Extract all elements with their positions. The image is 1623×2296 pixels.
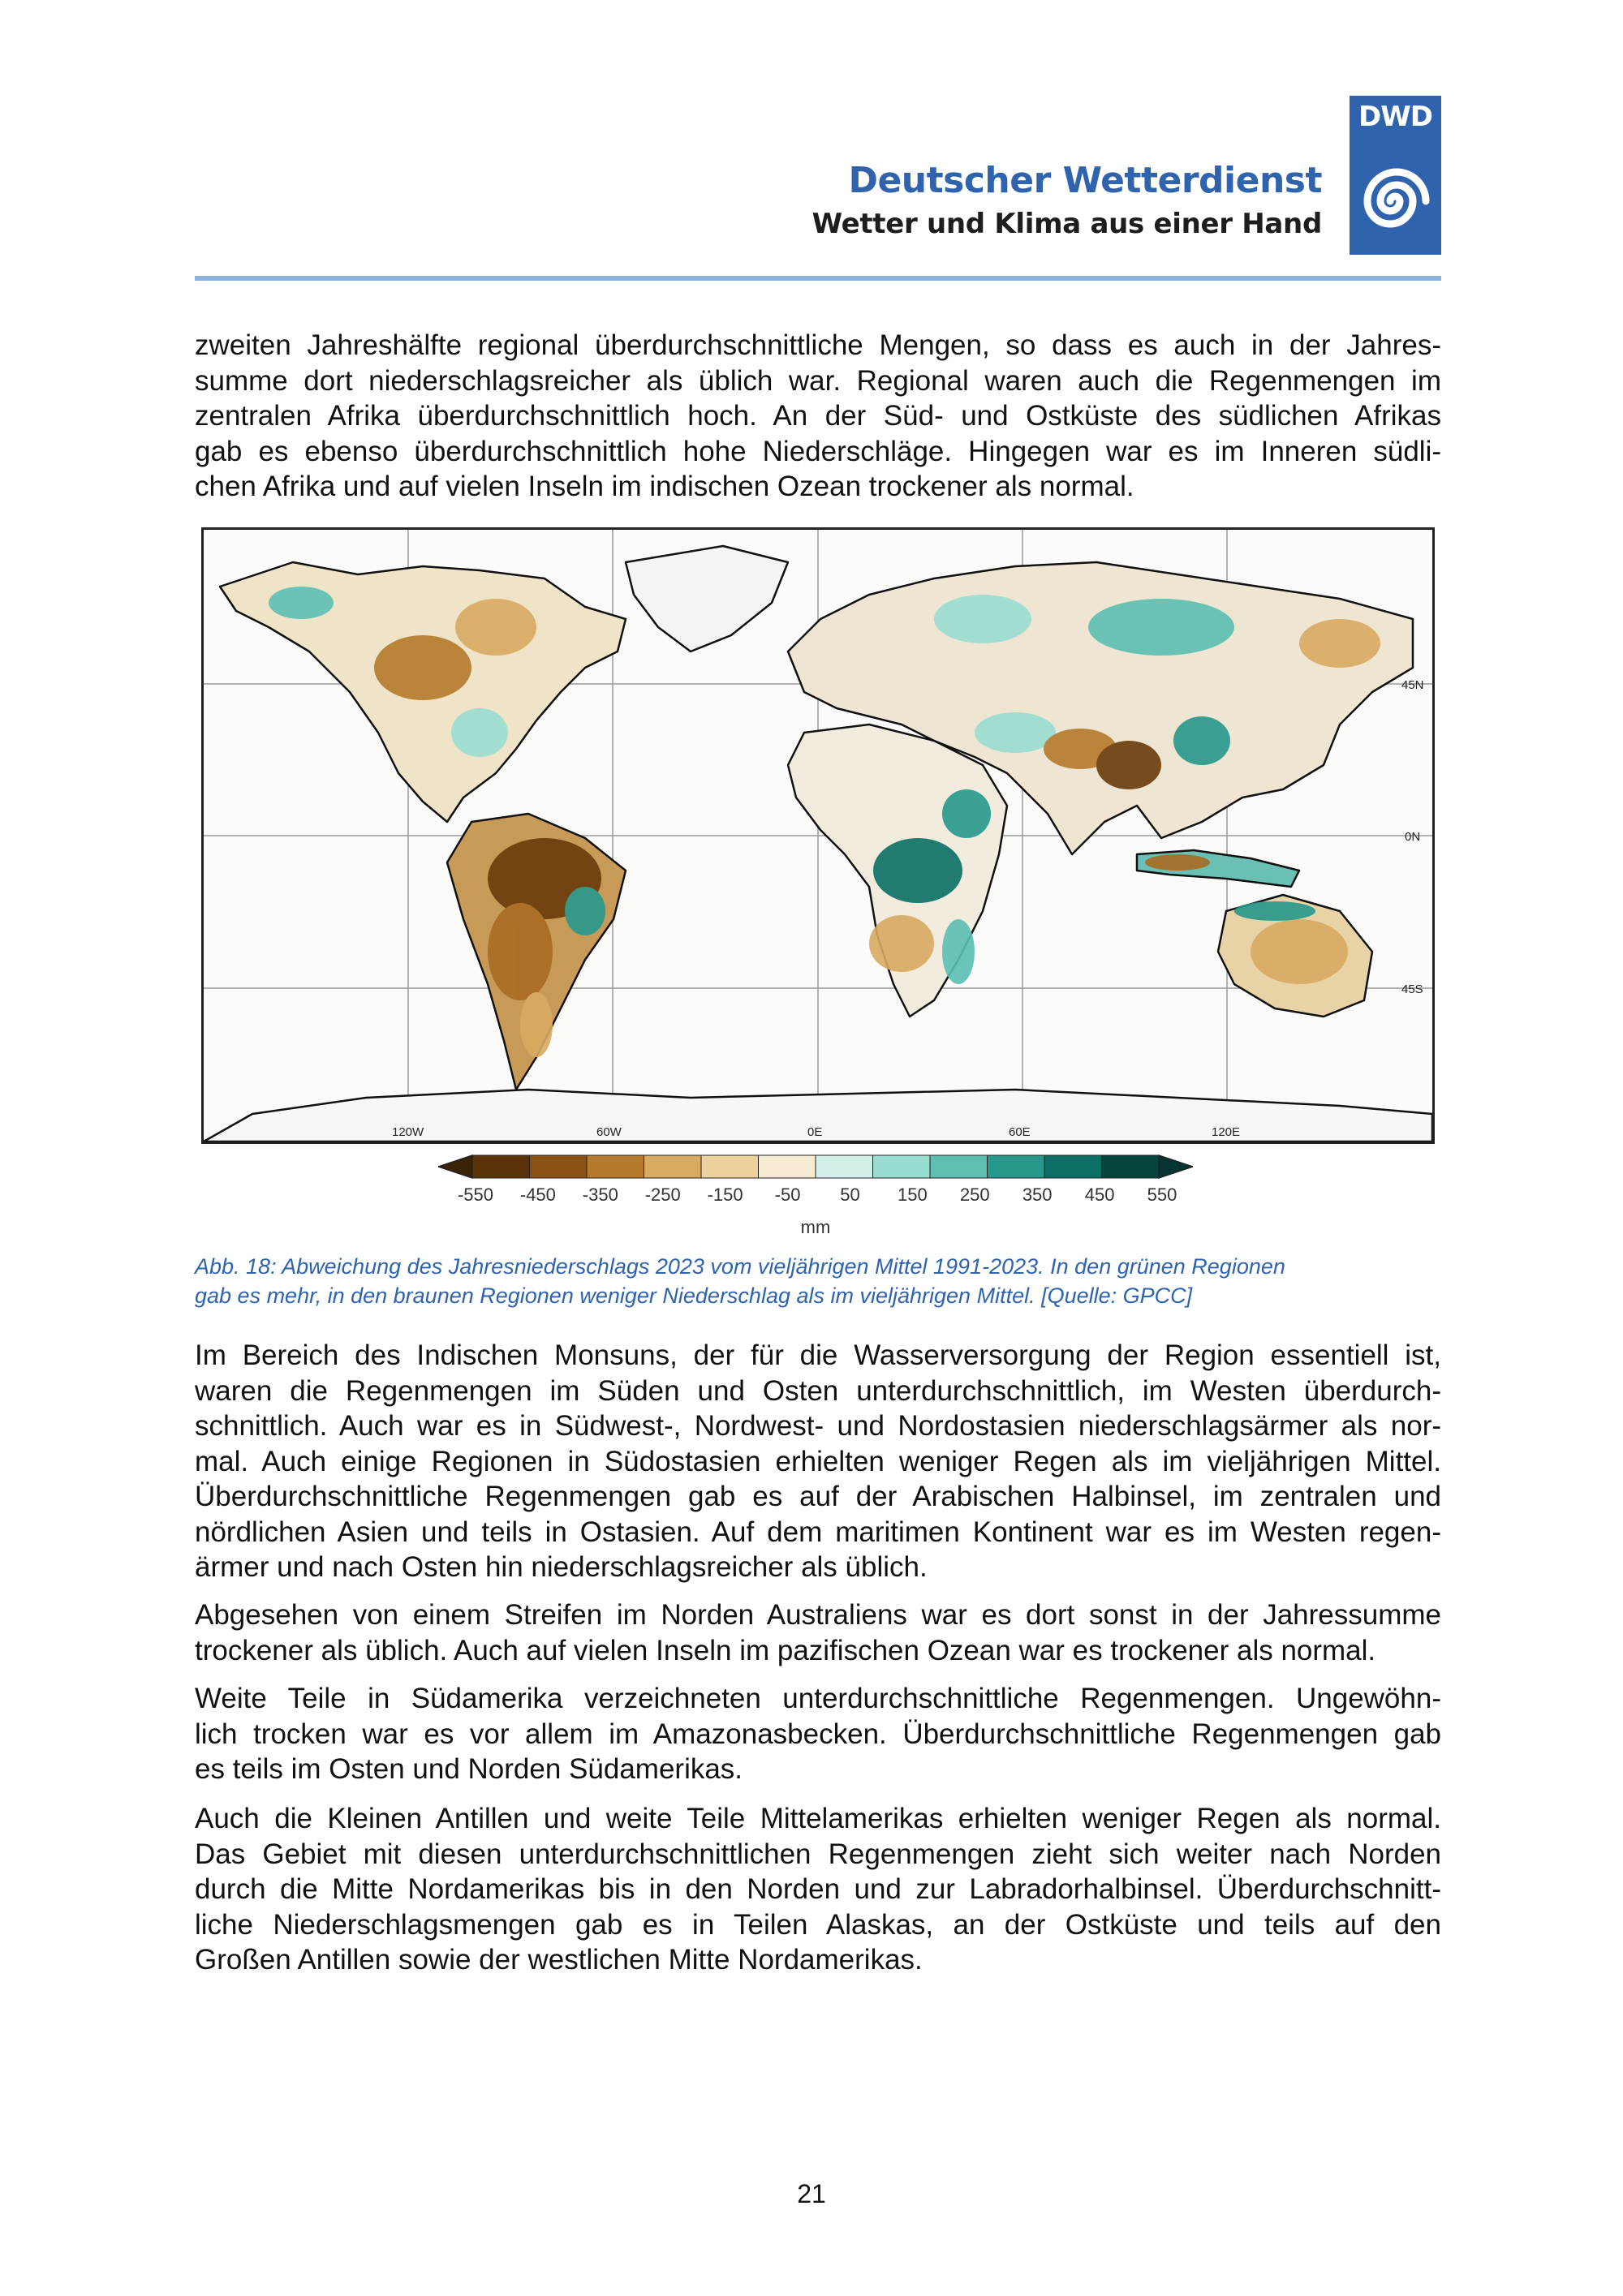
text-line: Im Bereich des Indischen Monsuns, der für die Wasserversorgung der Region essentiell ist, <box>195 1339 1441 1371</box>
text-line: Das Gebiet mit diesen unterdurchschnittlichen Regenmengen zieht sich weiter nach Norden <box>195 1838 1441 1870</box>
colorbar-swatch <box>587 1155 644 1178</box>
colorbar-swatch <box>1044 1155 1102 1178</box>
caption-line: Abb. 18: Abweichung des Jahresniederschlags 2023 vom vieljährigen Mittel 1991-2023. In den grünen Regionen <box>195 1254 1285 1279</box>
colorbar-swatch <box>701 1155 759 1178</box>
colorbar-swatch <box>816 1155 873 1178</box>
text-line: zweiten Jahreshälfte regional überdurchschnittliche Mengen, so dass es auch in der Jahres- <box>195 329 1441 361</box>
brand-name: Deutscher Wetterdienst <box>848 160 1322 201</box>
paragraph-4 <box>195 1681 1441 1787</box>
colorbar-swatch <box>759 1155 816 1178</box>
colorbar <box>438 1150 1193 1248</box>
colorbar-tick-label: 50 <box>840 1185 860 1205</box>
colorbar-tick-label: -250 <box>644 1185 681 1205</box>
text-line: schnittlich. Auch war es in Südwest-, Nordwest- und Nordostasien niederschlagsärmer als nor- <box>195 1410 1441 1442</box>
dwd-logo <box>1350 96 1441 255</box>
text-line: zentralen Afrika überdurchschnittlich hoch. An der Süd- und Ostküste des südlichen Afrikas <box>195 400 1441 432</box>
colorbar-unit: mm <box>800 1217 831 1237</box>
colorbar-tick-label: -150 <box>707 1185 743 1205</box>
caption-line: gab es mehr, in den braunen Regionen weniger Niederschlag als im vieljährigen Mittel. [Quelle: GPCC] <box>195 1283 1193 1308</box>
text-line: durch die Mitte Nordamerikas bis in den Norden und zur Labradorhalbinsel. Überdurchschnitt- <box>195 1873 1441 1905</box>
colorbar-swatch <box>873 1155 931 1178</box>
figure-caption <box>195 1252 1441 1310</box>
text-line: Abgesehen von einem Streifen im Norden Australiens war es dort sonst in der Jahressumme <box>195 1599 1441 1631</box>
page-number: 21 <box>797 2179 826 2208</box>
precipitation-anomaly-map <box>201 527 1435 1144</box>
paragraph-3 <box>195 1597 1441 1668</box>
brand-slogan: Wetter und Klima aus einer Hand <box>812 208 1322 240</box>
colorbar-swatch <box>1102 1155 1160 1178</box>
text-line: lich trocken war es vor allem im Amazonasbecken. Überdurchschnittliche Regenmengen gab <box>195 1718 1441 1750</box>
colorbar-tick-label: -450 <box>519 1185 556 1205</box>
text-line: Auch die Kleinen Antillen und weite Teile Mittelamerikas erhielten weniger Regen als normal. <box>195 1803 1441 1834</box>
text-line: ärmer und nach Osten hin niederschlagsreicher als üblich. <box>195 1551 928 1583</box>
text-line: nördlichen Asien und teils in Ostasien. Auf dem maritimen Kontinent war es im Westen regen- <box>195 1516 1441 1548</box>
spiral-icon <box>1356 146 1435 248</box>
colorbar-tick-label: 150 <box>898 1185 928 1205</box>
colorbar-tick-label: 550 <box>1147 1185 1177 1205</box>
world-map <box>204 530 1432 1142</box>
colorbar-tick-label: -550 <box>457 1185 494 1205</box>
lon-label: 0E <box>807 1125 823 1139</box>
text-line: Weite Teile in Südamerika verzeichneten unterdurchschnittliche Regenmengen. Ungewöhn- <box>195 1683 1441 1714</box>
text-line: es teils im Osten und Norden Südamerikas. <box>195 1753 743 1785</box>
colorbar-swatch <box>930 1155 988 1178</box>
text-line: liche Niederschlagsmengen gab es in Teilen Alaskas, an der Ostküste und teils auf den <box>195 1908 1441 1941</box>
paragraph-2 <box>195 1338 1441 1585</box>
text-line: chen Afrika und auf vielen Inseln im indischen Ozean trockener als normal. <box>195 471 1134 502</box>
colorbar-swatch <box>472 1155 530 1178</box>
text-line: trockener als üblich. Auch auf vielen Inseln im pazifischen Ozean war es trockener als normal. <box>195 1634 1376 1666</box>
text-line: summe dort niederschlagsreicher als üblich war. Regional waren auch die Regenmengen im <box>195 364 1441 397</box>
header-divider <box>195 276 1441 281</box>
paragraph-5 <box>195 1801 1441 1978</box>
page-header <box>195 91 1441 277</box>
text-line: waren die Regenmengen im Süden und Osten unterdurchschnittlich, im Westen überdurch- <box>195 1374 1441 1407</box>
colorbar-swatch <box>644 1155 702 1178</box>
colorbar-swatch <box>530 1155 588 1178</box>
lat-label: 0N <box>1405 830 1421 844</box>
text-line: mal. Auch einige Regionen in Südostasien erhielten weniger Regen als im vieljährigen Mittel. <box>195 1445 1441 1477</box>
text-line: Überdurchschnittliche Regenmengen gab es auf der Arabischen Halbinsel, im zentralen und <box>195 1481 1441 1512</box>
colorbar-under-arrow <box>438 1155 472 1178</box>
text-line: Großen Antillen sowie der westlichen Mitte Nordamerikas. <box>195 1944 923 1976</box>
colorbar-swatch <box>988 1155 1045 1178</box>
colorbar-tick-label: 350 <box>1022 1185 1053 1205</box>
lon-label: 60E <box>1009 1125 1031 1139</box>
colorbar-tick-label: 450 <box>1084 1185 1115 1205</box>
lon-label: 120E <box>1212 1125 1241 1139</box>
colorbar-tick-label: -350 <box>582 1185 618 1205</box>
colorbar-tick-label: -50 <box>774 1185 801 1205</box>
colorbar-graphic <box>438 1150 1193 1248</box>
colorbar-tick-label: 250 <box>959 1185 990 1205</box>
text-line: gab es ebenso überdurchschnittlich hohe Niederschläge. Hingegen war es im Inneren südli- <box>195 435 1441 467</box>
lat-label: 45N <box>1401 678 1424 692</box>
paragraph-1 <box>195 328 1441 505</box>
logo-text: DWD <box>1358 101 1432 133</box>
lon-label: 120W <box>392 1125 424 1139</box>
colorbar-over-arrow <box>1159 1155 1193 1178</box>
lat-label: 45S <box>1401 982 1423 996</box>
lon-label: 60W <box>596 1125 622 1139</box>
